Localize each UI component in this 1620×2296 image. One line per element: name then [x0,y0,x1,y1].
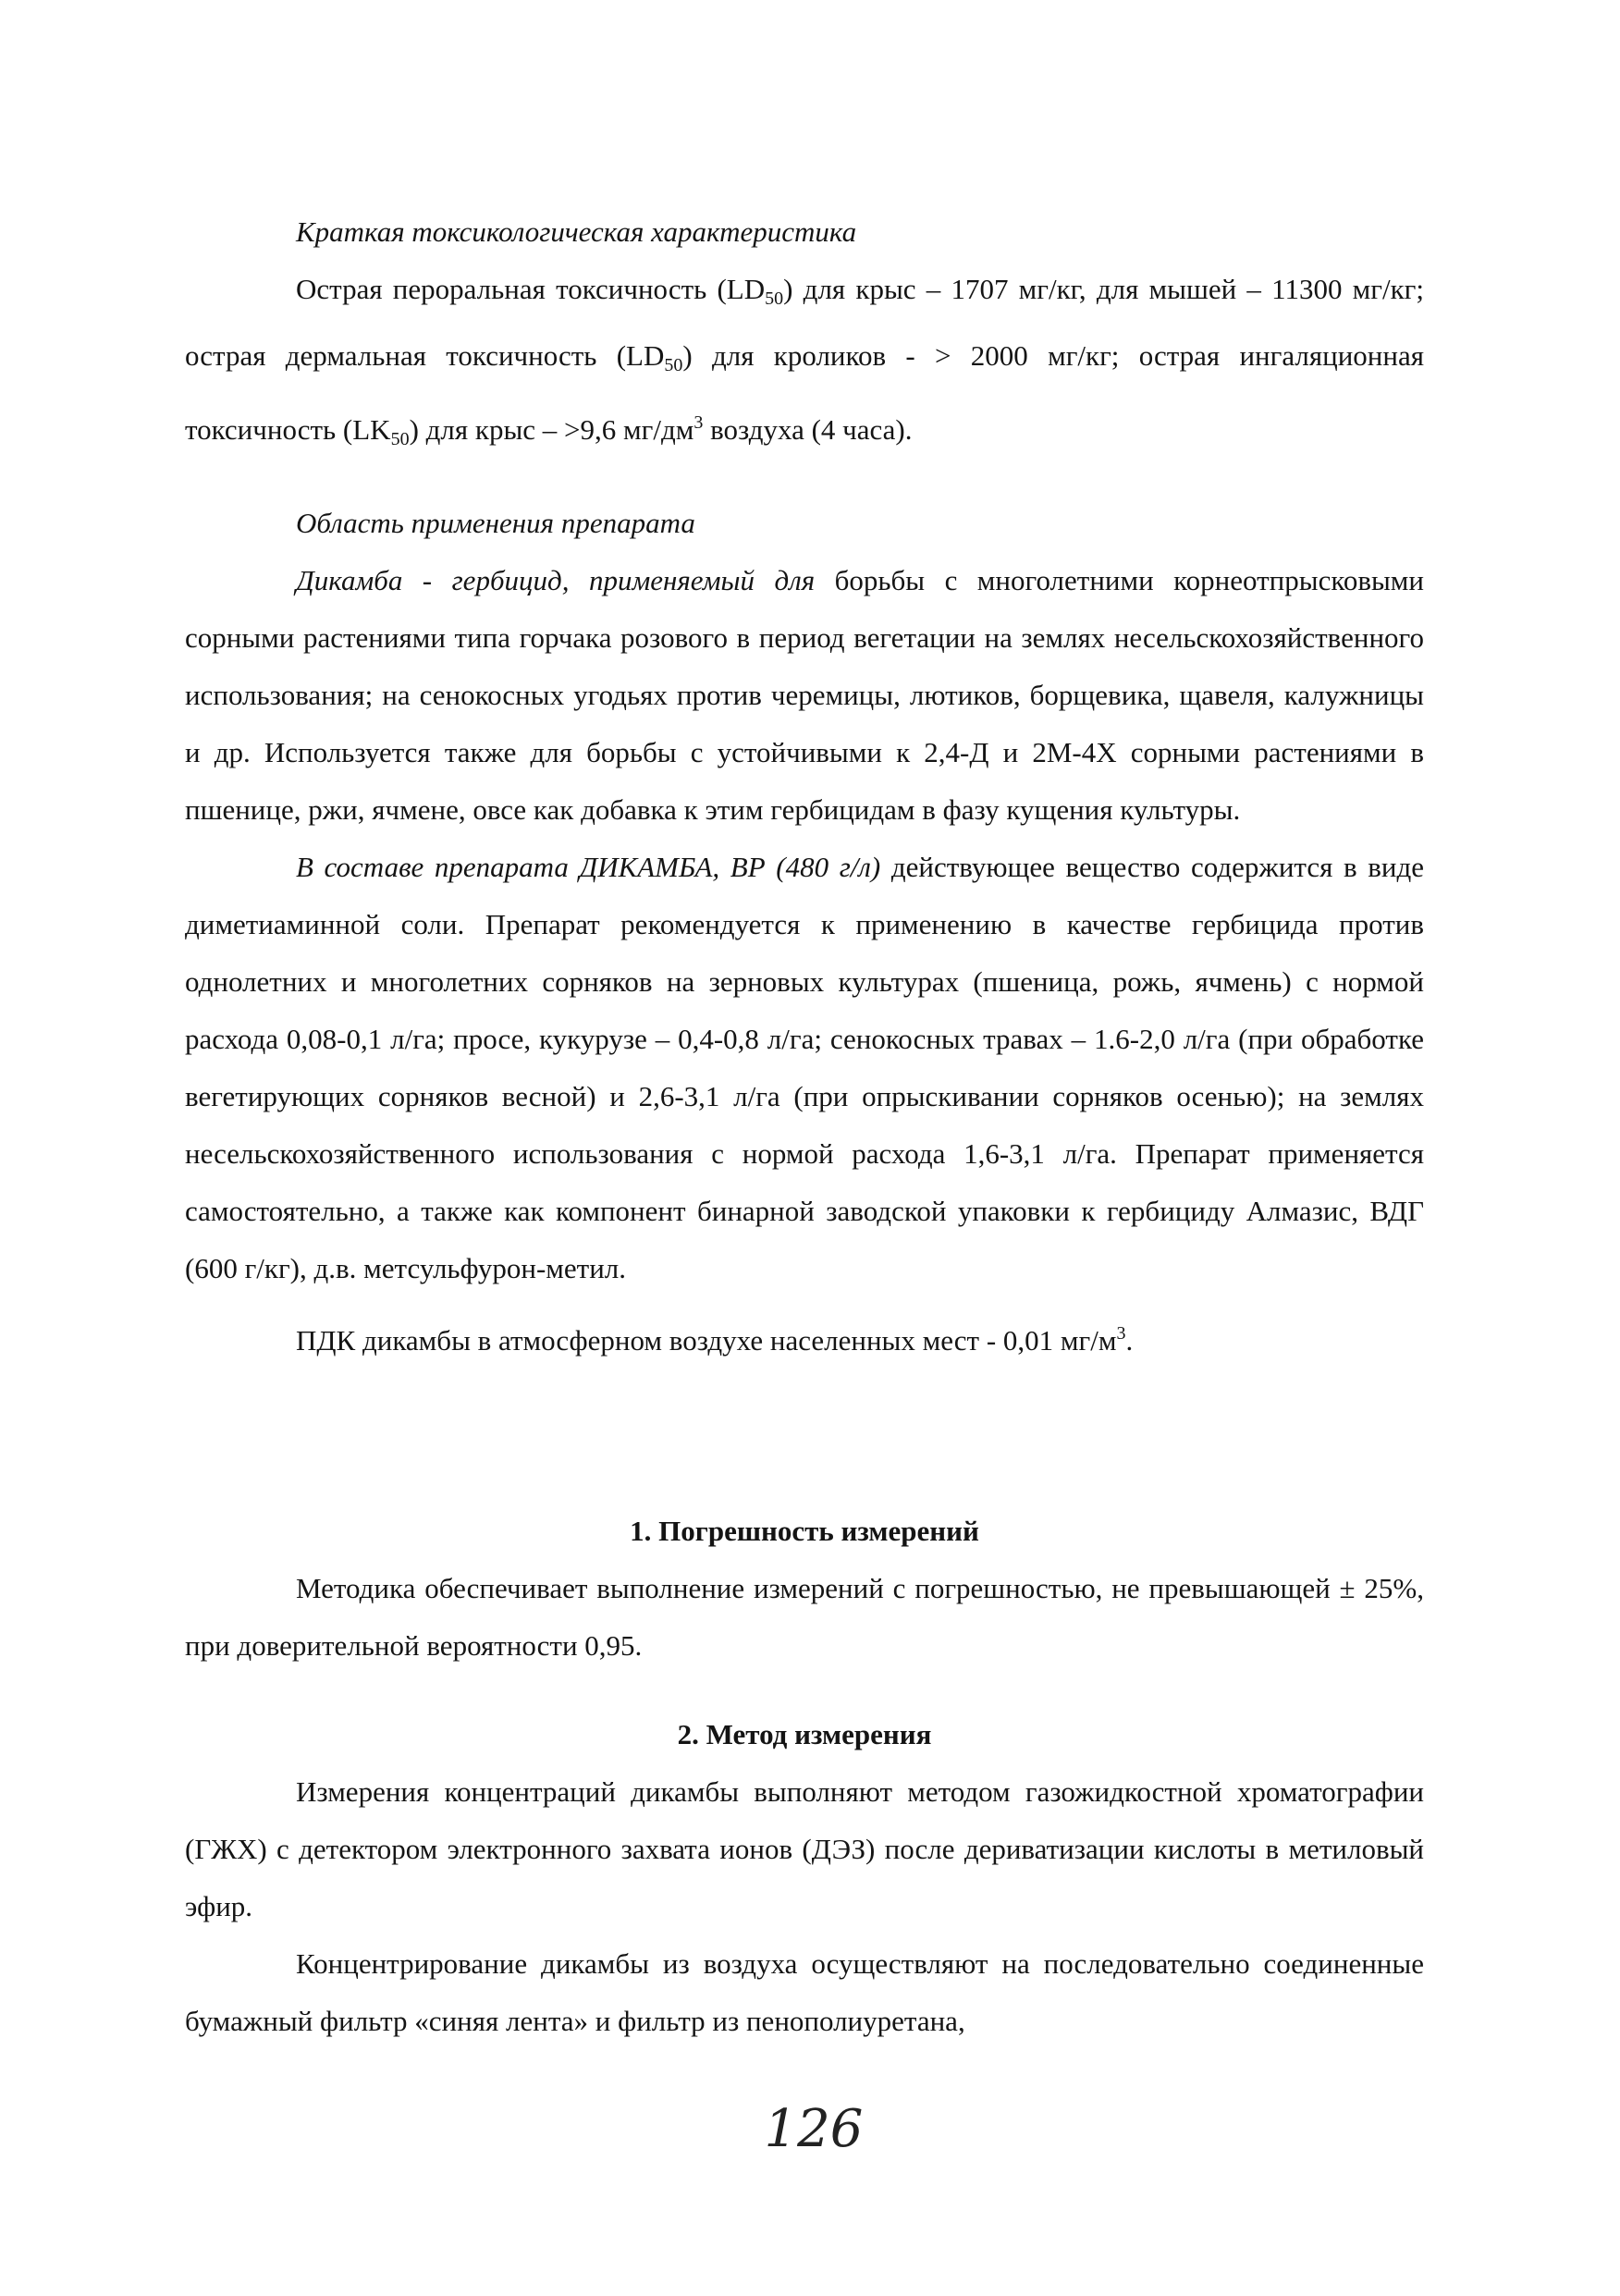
lk50-subscript: 50 [390,429,410,449]
application-paragraph-2-lead: В составе препарата ДИКАМБА, ВР (480 г/л) [296,851,881,883]
toxicology-text-1: Острая пероральная токсичность (LD [296,273,766,305]
page-number: 126 [764,2099,864,2159]
pdk-end: . [1125,1324,1134,1357]
section-2-heading: 2. Метод измерения [677,1718,932,1750]
toxicology-paragraph [185,261,1424,468]
dm3-superscript: 3 [693,412,704,433]
section-2 [185,1706,1424,2050]
application-paragraph-1 [185,552,1424,839]
toxicology-text-4: ) для крыс – >9,6 мг/дм [409,413,694,446]
section-1-heading: 1. Погрешность измерений [630,1515,979,1547]
pdk-text: ПДК дикамбы в атмосферном воздухе населенных мест - 0,01 мг/м [296,1324,1117,1357]
pdk-line [185,1305,1424,1369]
application-section [185,495,1424,1369]
application-heading: Область применения препарата [296,507,695,539]
ld50-subscript-2: 50 [664,355,683,375]
section-2-paragraph-2: Концентрирование дикамбы из воздуха осуществляют на последовательно соединенные бумажный фильтр «синяя лента» и фильтр из пенополиуретана, [185,1947,1424,2037]
section-1 [185,1503,1424,1675]
section-2-paragraph-1: Измерения концентраций дикамбы выполняют методом газожидкостной хроматографии (ГЖХ) с детектором электронного захвата ионов (ДЭЗ) после дериватизации кислоты в метиловый эфир. [185,1775,1424,1922]
application-paragraph-2 [185,839,1424,1297]
toxicology-text-3: ) для кроликов - > 2000 мг/кг; острая ингаляционная токсичность (LK [185,339,1425,446]
toxicology-section [185,203,1424,468]
toxicology-text-2: ) для крыс – 1707 мг/кг, для мышей – 11300 мг/кг; острая дермальная токсичность (LD [185,273,1425,372]
section-1-text: Методика обеспечивает выполнение измерений с погрешностью, не превышающей ± 25%, при доверительной вероятности 0,95. [185,1572,1424,1662]
ld50-subscript-1: 50 [765,289,784,309]
pdk-superscript: 3 [1116,1323,1126,1344]
toxicology-text-5: воздуха (4 часа). [703,413,913,446]
application-paragraph-1-text: борьбы с многолетними корнеотпрысковыми сорными растениями типа горчака розового в период вегетации на землях несельскохозяйственного использования; на сенокосных угодьях против черемицы, лютиков, борщевика, щавеля, калужницы и др. Используется также для борьбы с устойчивыми к 2,4-Д и 2М-4Х сорными растениями в пшенице, ржи, ячмене, овсе как добавка к этим гербицидам в фазу кущения культуры. [185,564,1424,826]
toxicology-heading: Краткая токсикологическая характеристика [296,215,857,248]
application-italic-lead: Дикамба - гербицид, применяемый для [296,564,816,596]
application-paragraph-2-text: действующее вещество содержится в виде диметиаминной соли. Препарат рекомендуется к применению в качестве гербицида против однолетних и многолетних сорняков на зерновых культурах (пшеница, рожь, ячмень) с нормой расхода 0,08-0,1 л/га; просе, кукурузе – 0,4-0,8 л/га; сенокосных травах – 1.6-2,0 л/га (при обработке вегетирующих сорняков весной) и 2,6-3,1 л/га (при опрыскивании сорняков осенью); на землях несельскохозяйственного использования с нормой расхода 1,6-3,1 л/га. Препарат применяется самостоятельно, а также как компонент бинарной заводской упаковки к гербициду Алмазис, ВДГ (600 г/кг), д.в. метсульфурон-метил. [185,851,1424,1284]
